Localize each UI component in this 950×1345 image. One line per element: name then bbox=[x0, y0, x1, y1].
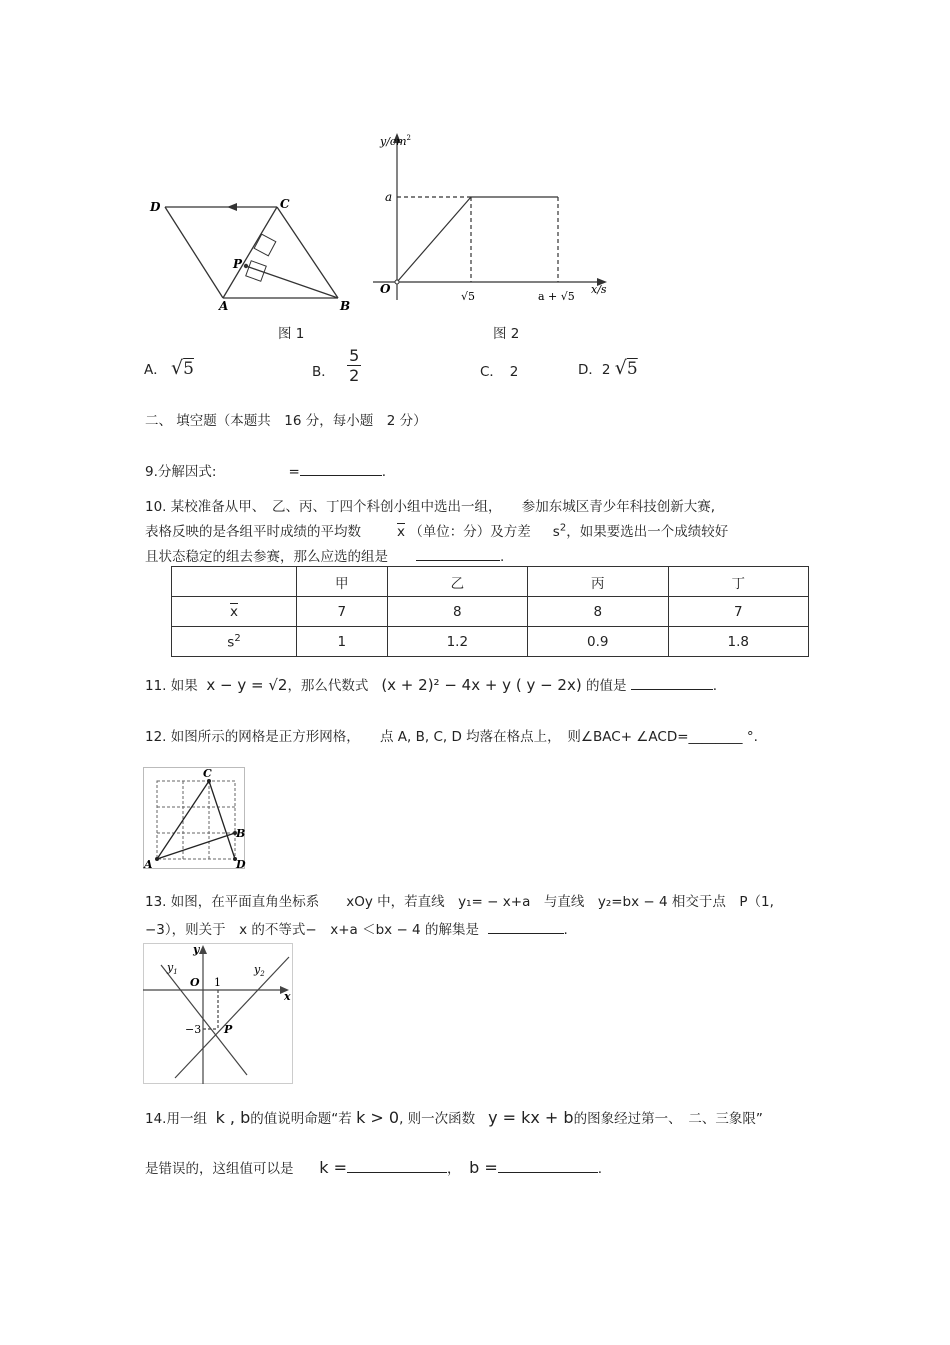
table-header-cell: 甲 bbox=[297, 567, 388, 597]
q12-label-c: C bbox=[203, 767, 212, 780]
table-cell: 1.8 bbox=[668, 627, 808, 657]
question-9: 9.分解因式: = . bbox=[145, 460, 386, 480]
question-14-line2: 是错误的，这组值可以是 k = ， b = . bbox=[145, 1158, 603, 1177]
figure-2 bbox=[365, 125, 615, 310]
fig2-x-tick-a-plus-sqrt5: a + √5 bbox=[538, 290, 575, 303]
question-13-line2: −3），则关于 x 的不等式− x+a ＜bx − 4 的解集是 . bbox=[145, 918, 568, 938]
table-cell: 8 bbox=[387, 597, 527, 627]
question-10-line2: 表格反映的是各组平时成绩的平均数 $\overline{x}$ （单位：分）及方差 $s^2$，如果要选出一个成绩较好 bbox=[145, 522, 729, 540]
q9-answer-blank[interactable] bbox=[300, 461, 382, 476]
option-b[interactable]: B． $\frac{5}{2}$ bbox=[312, 346, 360, 385]
q12-label-a: A bbox=[144, 858, 153, 870]
fig2-x-tick-sqrt5: √5 bbox=[461, 290, 476, 303]
table-row-variance bbox=[172, 627, 809, 657]
table-cell: 1 bbox=[297, 627, 388, 657]
question-14-line1: 14.用一组 k , b的值说明命题“若 k > 0, 则一次函数 y = kx + b的图象经过第一、 二、三象限” bbox=[145, 1108, 763, 1127]
q12-label-d: D bbox=[236, 858, 246, 870]
q14-b-blank[interactable] bbox=[498, 1158, 598, 1173]
q13-tick-neg3: −3 bbox=[185, 1023, 202, 1036]
q12-label-b: B bbox=[236, 827, 246, 840]
q13-graph bbox=[143, 943, 295, 1086]
table-cell: 8 bbox=[528, 597, 668, 627]
figure-1-caption: 图 1 bbox=[278, 326, 305, 342]
score-table bbox=[171, 566, 809, 657]
fig1-label-b: B bbox=[340, 299, 351, 313]
q13-line-y1-label: $y_1$ bbox=[167, 961, 178, 976]
option-c[interactable]: C． 2 bbox=[480, 364, 519, 380]
table-cell: 7 bbox=[668, 597, 808, 627]
q13-point-p: P bbox=[224, 1023, 233, 1036]
fig1-label-d: D bbox=[150, 200, 161, 214]
fig2-x-axis-label: x/s bbox=[591, 283, 607, 296]
question-13-line1: 13. 如图，在平面直角坐标系 xOy 中，若直线 y₁= − x+a 与直线 y₂=bx − 4 相交于点 P（1, bbox=[145, 894, 774, 910]
table-header-cell: 乙 bbox=[387, 567, 527, 597]
q13-x-label: x bbox=[284, 990, 291, 1003]
table-header-cell: 丙 bbox=[528, 567, 668, 597]
table-header-row bbox=[172, 567, 809, 597]
question-10-line3: 且状态稳定的组去参赛，那么应选的组是 . bbox=[145, 545, 504, 565]
q13-tick-1: 1 bbox=[214, 976, 221, 989]
table-cell: 1.2 bbox=[387, 627, 527, 657]
section-2-title: 二、 填空题（本题共 16 分，每小题 2 分） bbox=[145, 413, 427, 429]
fig2-y-axis-label: $y/cm^2$ bbox=[380, 134, 411, 148]
table-row-mean bbox=[172, 597, 809, 627]
fig1-label-p: P bbox=[233, 257, 243, 271]
figure-2-caption: 图 2 bbox=[493, 326, 520, 342]
fig2-origin-label: O bbox=[380, 282, 391, 296]
q11-answer-blank[interactable] bbox=[631, 675, 713, 690]
q10-answer-blank[interactable] bbox=[416, 546, 500, 561]
option-a[interactable]: A． √5 bbox=[144, 357, 194, 379]
q13-answer-blank[interactable] bbox=[488, 919, 564, 934]
figure-1 bbox=[140, 190, 370, 315]
fig2-a-label: a bbox=[385, 190, 393, 204]
option-d[interactable]: D．2 √5 bbox=[578, 357, 638, 379]
question-11: 11. 如果 x − y = √2，那么代数式 (x + 2)² − 4x + y ( y − 2x) 的值是 . bbox=[145, 676, 718, 694]
fig1-label-a: A bbox=[219, 299, 229, 313]
table-cell: 7 bbox=[297, 597, 388, 627]
question-12: 12. 如图所示的网格是正方形网格， 点 A, B, C, D 均落在格点上， 则∠BAC+ ∠ACD=________ °. bbox=[145, 729, 758, 745]
table-cell: 0.9 bbox=[528, 627, 668, 657]
fig1-label-c: C bbox=[280, 197, 290, 211]
row-label-variance: $s^2$ bbox=[172, 627, 297, 657]
table-header-cell bbox=[172, 567, 297, 597]
q13-y-label: y bbox=[193, 943, 200, 956]
q12-grid-figure bbox=[143, 767, 248, 870]
question-10-line1: 10. 某校准备从甲、 乙、丙、丁四个科创小组中选出一组， 参加东城区青少年科技创新大赛, bbox=[145, 499, 716, 515]
q14-k-blank[interactable] bbox=[347, 1158, 447, 1173]
q13-line-y2-label: $y_2$ bbox=[254, 963, 265, 978]
q13-origin-label: O bbox=[190, 976, 200, 989]
row-label-mean: $\overline{x}$ bbox=[172, 597, 297, 627]
table-header-cell: 丁 bbox=[668, 567, 808, 597]
